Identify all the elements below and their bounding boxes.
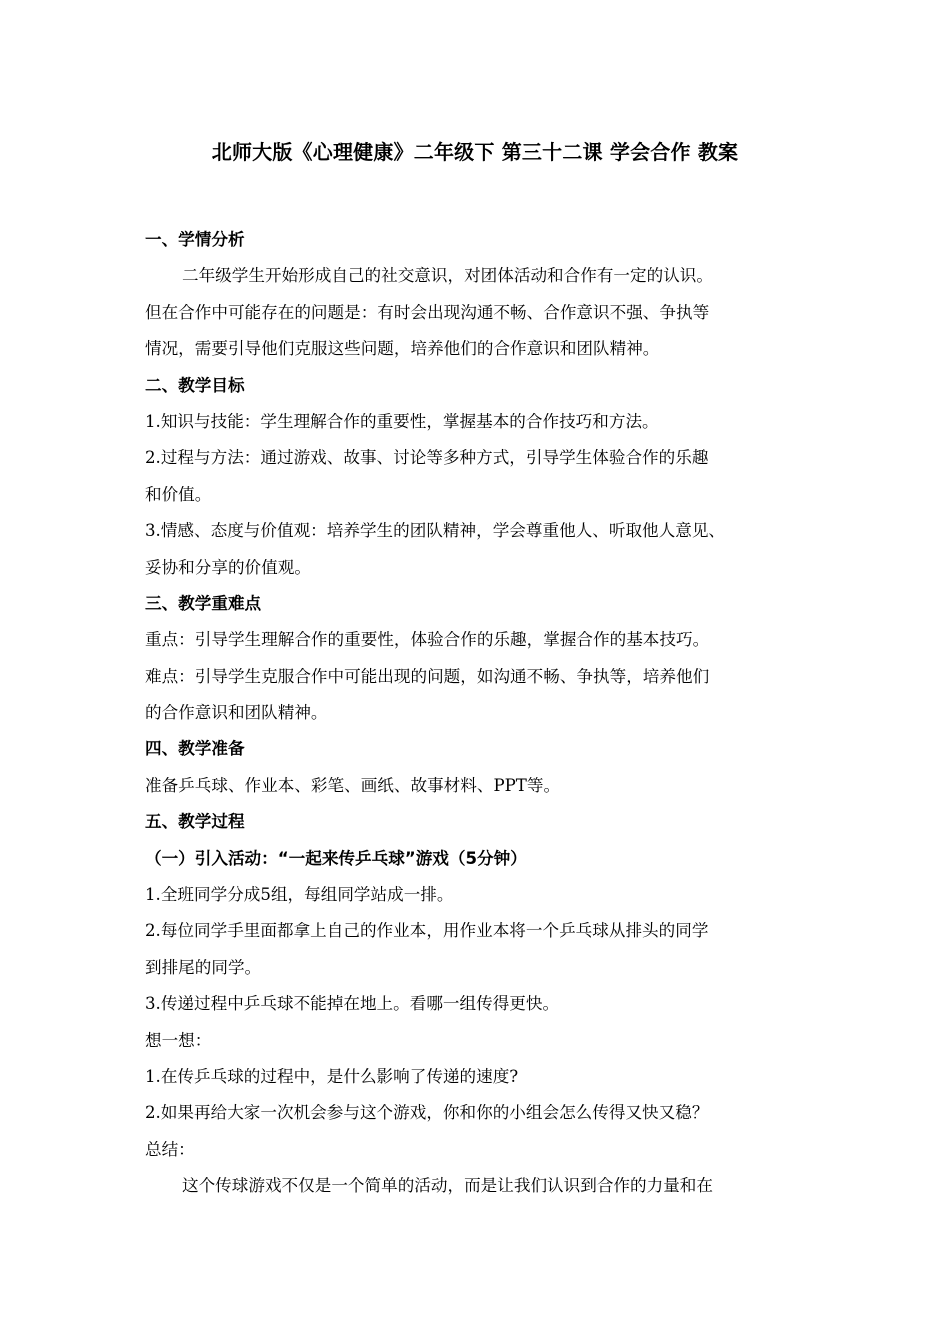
- paragraph-line: 1.全班同学分成5组，每组同学站成一排。: [145, 885, 454, 905]
- paragraph-line: 1.知识与技能：学生理解合作的重要性，掌握基本的合作技巧和方法。: [145, 411, 659, 431]
- paragraph-line: 重点：引导学生理解合作的重要性，体验合作的乐趣，掌握合作的基本技巧。: [145, 630, 710, 650]
- paragraph-line: 2.如果再给大家一次机会参与这个游戏，你和你的小组会怎么传得又快又稳？: [145, 1103, 709, 1123]
- paragraph-line: 的合作意识和团队精神。: [145, 703, 328, 723]
- paragraph-line: 二年级学生开始形成自己的社交意识，对团体活动和合作有一定的认识。: [182, 266, 713, 286]
- paragraph-line: 情况，需要引导他们克服这些问题，培养他们的合作意识和团队精神。: [145, 339, 660, 359]
- paragraph-line: 想一想：: [145, 1030, 212, 1050]
- paragraph-line: 到排尾的同学。: [145, 957, 262, 977]
- section-heading-key-points: 三、教学重难点: [145, 593, 262, 613]
- paragraph-line: 难点：引导学生克服合作中可能出现的问题，如沟通不畅、争执等，培养他们: [145, 666, 710, 686]
- section-heading-goals: 二、教学目标: [145, 375, 245, 395]
- section-heading-process: 五、教学过程: [145, 812, 245, 832]
- document-title: 北师大版《心理健康》二年级下 第三十二课 学会合作 教案: [211, 140, 739, 164]
- paragraph-line: 这个传球游戏不仅是一个简单的活动，而是让我们认识到合作的力量和在: [182, 1176, 713, 1196]
- paragraph-line: 3.传递过程中乒乓球不能掉在地上。看哪一组传得更快。: [145, 994, 560, 1014]
- paragraph-line: 准备乒乓球、作业本、彩笔、画纸、故事材料、PPT等。: [145, 775, 561, 795]
- paragraph-line: 1.在传乒乓球的过程中，是什么影响了传递的速度?: [145, 1066, 519, 1086]
- paragraph-line: 2.过程与方法：通过游戏、故事、讨论等多种方式，引导学生体验合作的乐趣: [145, 448, 709, 468]
- document-body: [145, 222, 810, 1205]
- section-heading-preparation: 四、教学准备: [145, 739, 245, 759]
- paragraph-line: 但在合作中可能存在的问题是：有时会出现沟通不畅、合作意识不强、争执等: [145, 302, 710, 322]
- subsection-heading-intro-activity: （一）引入活动：“一起来传乒乓球”游戏（5分钟）: [145, 848, 527, 868]
- paragraph-line: 2.每位同学手里面都拿上自己的作业本，用作业本将一个乒乓球从排头的同学: [145, 921, 709, 941]
- section-heading-analysis: 一、学情分析: [145, 230, 245, 249]
- paragraph-line: 和价值。: [145, 484, 212, 504]
- paragraph-line: 妥协和分享的价值观。: [145, 557, 311, 577]
- paragraph-line: 3.情感、态度与价值观：培养学生的团队精神，学会尊重他人、听取他人意见、: [145, 521, 726, 541]
- paragraph-line: 总结：: [145, 1139, 195, 1159]
